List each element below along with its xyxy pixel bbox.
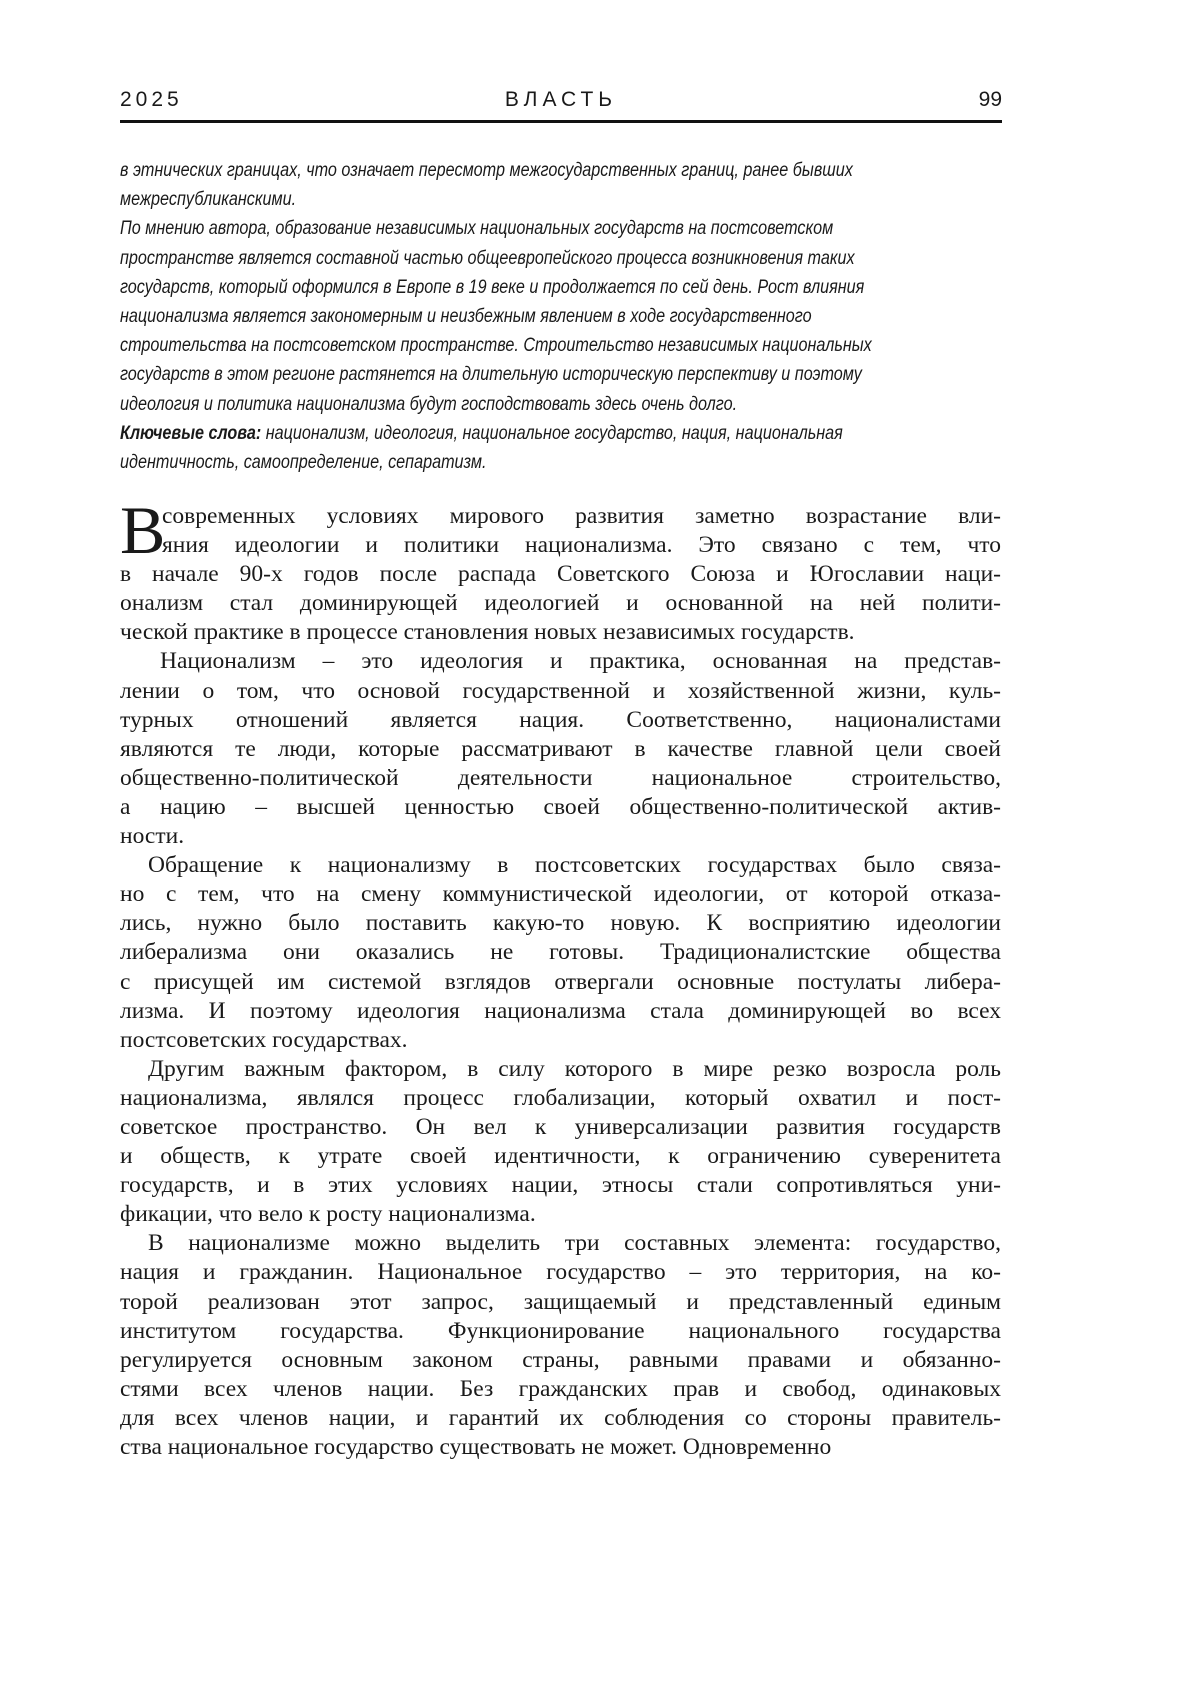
body-line: являются те люди, которые рассматривают в качестве главной цели своей bbox=[120, 735, 1001, 764]
body-line: в начале 90-х годов после распада Советского Союза и Югославии наци- bbox=[120, 560, 1001, 589]
body-line: ства национальное государство существовать не может. Одновременно bbox=[120, 1433, 1001, 1462]
body-line: онализм стал доминирующей идеологией и основанной на ней полити- bbox=[120, 589, 1001, 618]
body-line: общественно-политической деятельности национальное строительство, bbox=[120, 764, 1001, 793]
body-line: торой реализован этот запрос, защищаемый и представленный единым bbox=[120, 1288, 1001, 1317]
body-line: Другим важным фактором, в силу которого в мире резко возросла роль bbox=[120, 1055, 1001, 1084]
body-line: стями всех членов нации. Без гражданских прав и свобод, одинаковых bbox=[120, 1375, 1001, 1404]
abstract-line: строительства на постсоветском пространстве. Строительство независимых национальных bbox=[120, 331, 950, 360]
keywords-label: Ключевые слова: bbox=[120, 422, 261, 444]
body-line: постсоветских государствах. bbox=[120, 1026, 1001, 1055]
body-line: В национализме можно выделить три составных элемента: государство, bbox=[120, 1229, 1001, 1258]
body-line: фикации, что вело к росту национализма. bbox=[120, 1200, 1001, 1229]
body-line: для всех членов нации, и гарантий их соблюдения со стороны правитель- bbox=[120, 1404, 1001, 1433]
page-number: 99 bbox=[979, 88, 1002, 112]
article-body bbox=[120, 502, 1001, 1462]
body-line: лении о том, что основой государственной и хозяйственной жизни, куль- bbox=[120, 677, 1001, 706]
abstract-line: национализма является закономерным и неизбежным явлением в ходе государственного bbox=[120, 302, 950, 331]
keywords-line: идентичность, самоопределение, сепаратизм. bbox=[120, 448, 950, 477]
drop-cap: В bbox=[120, 496, 165, 564]
body-line: советское пространство. Он вел к универсализации развития государств bbox=[120, 1113, 1001, 1142]
body-line: институтом государства. Функционирование национального государства bbox=[120, 1317, 1001, 1346]
abstract-line: государств в этом регионе растянется на длительную историческую перспективу и поэтому bbox=[120, 360, 950, 389]
header-year: 2025 bbox=[120, 88, 183, 112]
body-line: Обращение к национализму в постсоветских государствах было связа- bbox=[120, 851, 1001, 880]
body-line: ности. bbox=[120, 822, 1001, 851]
body-line: и обществ, к утрате своей идентичности, к ограничению суверенитета bbox=[120, 1142, 1001, 1171]
body-line: яния идеологии и политики национализма. Это связано с тем, что bbox=[120, 531, 1001, 560]
body-line: с присущей им системой взглядов отвергали основные постулаты либера- bbox=[120, 968, 1001, 997]
body-line: но с тем, что на смену коммунистической идеологии, от которой отказа- bbox=[120, 880, 1001, 909]
body-line: современных условиях мирового развития заметно возрастание вли- bbox=[120, 502, 1001, 531]
body-line: ческой практике в процессе становления новых независимых государств. bbox=[120, 618, 1001, 647]
running-header bbox=[120, 88, 1002, 120]
abstract-line: По мнению автора, образование независимых национальных государств на постсоветском bbox=[120, 214, 950, 243]
abstract-line: государств, который оформился в Европе в 19 веке и продолжается по сей день. Рост влияния bbox=[120, 273, 950, 302]
body-line: лись, нужно было поставить какую-то новую. К восприятию идеологии bbox=[120, 909, 1001, 938]
body-line: регулируется основным законом страны, равными правами и обязанно- bbox=[120, 1346, 1001, 1375]
body-line: либерализма они оказались не готовы. Традиционалистские общества bbox=[120, 938, 1001, 967]
abstract bbox=[120, 156, 1120, 477]
abstract-line: пространстве является составной частью общеевропейского процесса возникновения таких bbox=[120, 244, 950, 273]
abstract-line: идеология и политика национализма будут господствовать здесь очень долго. bbox=[120, 390, 950, 419]
keywords-line bbox=[120, 419, 950, 448]
body-line: лизма. И поэтому идеология национализма стала доминирующей во всех bbox=[120, 997, 1001, 1026]
body-line: государств, и в этих условиях нации, этносы стали сопротивляться уни- bbox=[120, 1171, 1001, 1200]
keywords-text: национализм, идеология, национальное государство, нация, национальная bbox=[261, 422, 843, 444]
header-journal-title: ВЛАСТЬ bbox=[120, 88, 1002, 112]
abstract-line: межреспубликанскими. bbox=[120, 185, 950, 214]
body-line: национализма, являлся процесс глобализации, который охватил и пост- bbox=[120, 1084, 1001, 1113]
body-line: нация и гражданин. Национальное государство – это территория, на ко- bbox=[120, 1258, 1001, 1287]
abstract-line: в этнических границах, что означает пересмотр межгосударственных границ, ранее бывших bbox=[120, 156, 950, 185]
body-line: Национализм – это идеология и практика, основанная на представ- bbox=[120, 647, 1001, 676]
body-line: турных отношений является нация. Соответственно, националистами bbox=[120, 706, 1001, 735]
header-rule bbox=[120, 120, 1002, 123]
body-line: а нацию – высшей ценностью своей общественно-политической актив- bbox=[120, 793, 1001, 822]
